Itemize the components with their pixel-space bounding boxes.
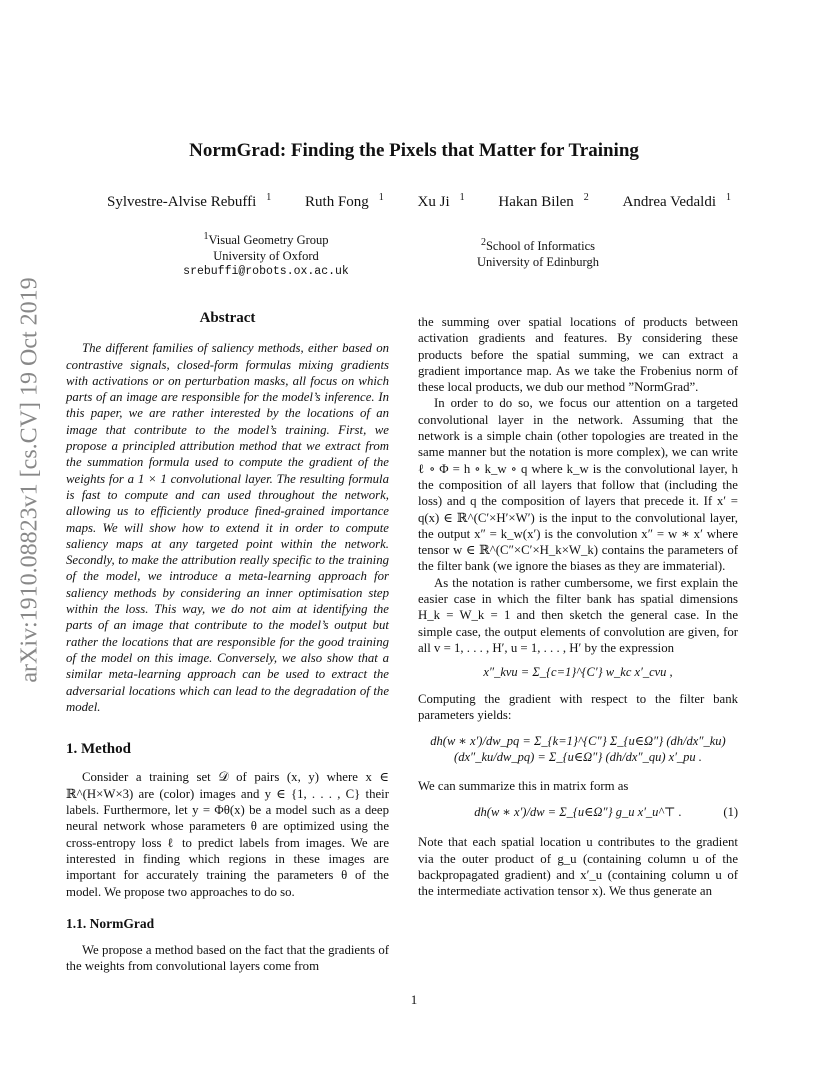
equation: x″_kvu = Σ_{c=1}^{C′} w_kc x′_cvu ,: [483, 665, 673, 680]
arxiv-stamp: [4, 277, 56, 683]
paragraph: In order to do so, we focus our attention on a targeted convolutional layer in the network. Assuming that the network is a simple chain (other topologies are treated in the same manner but the notation is more complex), we can write ℓ ∘ Φ = h ∘ k_w ∘ q where k_w is the convolutional layer, h the composition of all layers that follow that (including the loss) and q the composition of layers that precede it. If x′ = q(x) ∈ ℝ^(C′×H′×W′) is the input to the convolutional layer, the output x″ = k_w(x′) is the convolution x″ = w ∗ x′ where tensor w ∈ ℝ^(C″×C′×H_k×W_k) contains the parameters of the filter bank (we ignore the biases as they are immaterial).: [418, 396, 738, 574]
page-number: 1: [410, 992, 418, 1007]
affiliation-edinburgh: $^2$School of Informatics University of Edinburgh: [477, 236, 599, 269]
arxiv-stamp-text: arXiv:1910.08823v1 [cs.CV] 19 Oct 2019: [16, 277, 43, 683]
section-heading: 1. Method: [66, 741, 131, 758]
author-list: [0, 194, 828, 211]
subsection-heading: 1.1. NormGrad: [66, 915, 155, 931]
paragraph: Consider a training set 𝒟 of pairs (x, y) where x ∈ ℝ^(H×W×3) are (color) images and y ∈ {1, . . . , C} their labels. Furthermore, let y = Φθ(x) be a model such as a deep neural network whose parameters θ are optimized using the cross-entropy loss ℓ to predict labels from images. We are interested in finding which regions in these images are important for accurately training the parameters θ of the model. We propose two approaches to do so.: [66, 770, 389, 899]
paragraph: the summing over spatial locations of products between activation gradients and features. By considering these products before the spatial summing, we can extract a gradient importance map. As we take the Frobenius norm of these local products, we dub our method ”NormGrad”.: [418, 315, 738, 395]
equation-body: dh(w ∗ x′)/dw = Σ_{u∈Ω″} g_u x′_u^⊤ .: [474, 805, 682, 820]
paragraph: Note that each spatial location u contributes to the gradient via the outer product of g_u (containing column u of the backpropagated gradient) and x′_u (containing column u of the intermediate activation tensor x). We thus generate an: [418, 835, 738, 899]
left-column: [66, 310, 389, 975]
equation-number: (1): [723, 805, 738, 820]
right-column: [418, 314, 738, 900]
author: Ruth Fong $^1$: [305, 192, 384, 210]
affiliation-oxford: $^1$Visual Geometry Group University of Oxford srebuffi@robots.ox.ac.uk: [166, 232, 366, 280]
paragraph: Computing the gradient with respect to the filter bank parameters yields:: [418, 691, 738, 722]
abstract-text: The different families of saliency methods, either based on contrastive signals, closed-form formulas mixing gradients with activations or on perturbation masks, all focus on which parts of an image are responsible for the model’s inference. In this paper, we are rather interested by the locations of an image that contribute to the model’s training. First, we propose a principled attribution method that we extract from the summation formula used to compute the gradient of the weights for a 1 × 1 convolutional layer. The resulting formula is fast to compute and can used throughout the network, allowing us to efficiently produce fined-grained importance maps. We will show how to extend it in order to compute saliency maps at any targeted point within the network. Secondly, to make the attribution really specific to the training of the model, we introduce a meta-learning approach for saliency methods by considering an inner optimisation step within the loss. This way, we do not aim at identifying the parts of an image that contribute to the model’s output but rather the locations that are responsible for the good training of the model on this image. Conversely, we also show that a similar meta-learning approach can be used to extract the adversarial locations which can lead to the degradation of the model.: [66, 341, 389, 714]
paragraph: We can summarize this in matrix form as: [418, 778, 629, 793]
author: Sylvestre-Alvise Rebuffi $^1$: [106, 192, 272, 210]
equation: dh(w ∗ x′)/dw_pq = Σ_{k=1}^{C″} Σ_{u∈Ω″} (dh/dx″_ku)(dx″_ku/dw_pq) = Σ_{u∈Ω″} (dh/dx″_qu) x′_pu .: [430, 734, 726, 765]
abstract-heading: Abstract: [199, 310, 256, 326]
author-email: srebuffi@robots.ox.ac.uk: [183, 265, 349, 278]
equation-1: [418, 804, 738, 820]
author: Andrea Vedaldi $^1$: [622, 192, 731, 210]
author: Hakan Bilen $^2$: [498, 192, 589, 210]
paper-title: NormGrad: Finding the Pixels that Matter for Training: [189, 140, 639, 161]
paragraph: We propose a method based on the fact that the gradients of the weights from convolutional layers come from: [66, 943, 389, 974]
paragraph: As the notation is rather cumbersome, we first explain the easier case in which the filter bank has spatial dimensions H_k = W_k = 1 and then sketch the general case. In the simple case, the output elements of convolution are given, for all v = 1, . . . , H′, u = 1, . . . , H′ by the expression: [418, 575, 738, 655]
author: Xu Ji $^1$: [417, 192, 465, 210]
